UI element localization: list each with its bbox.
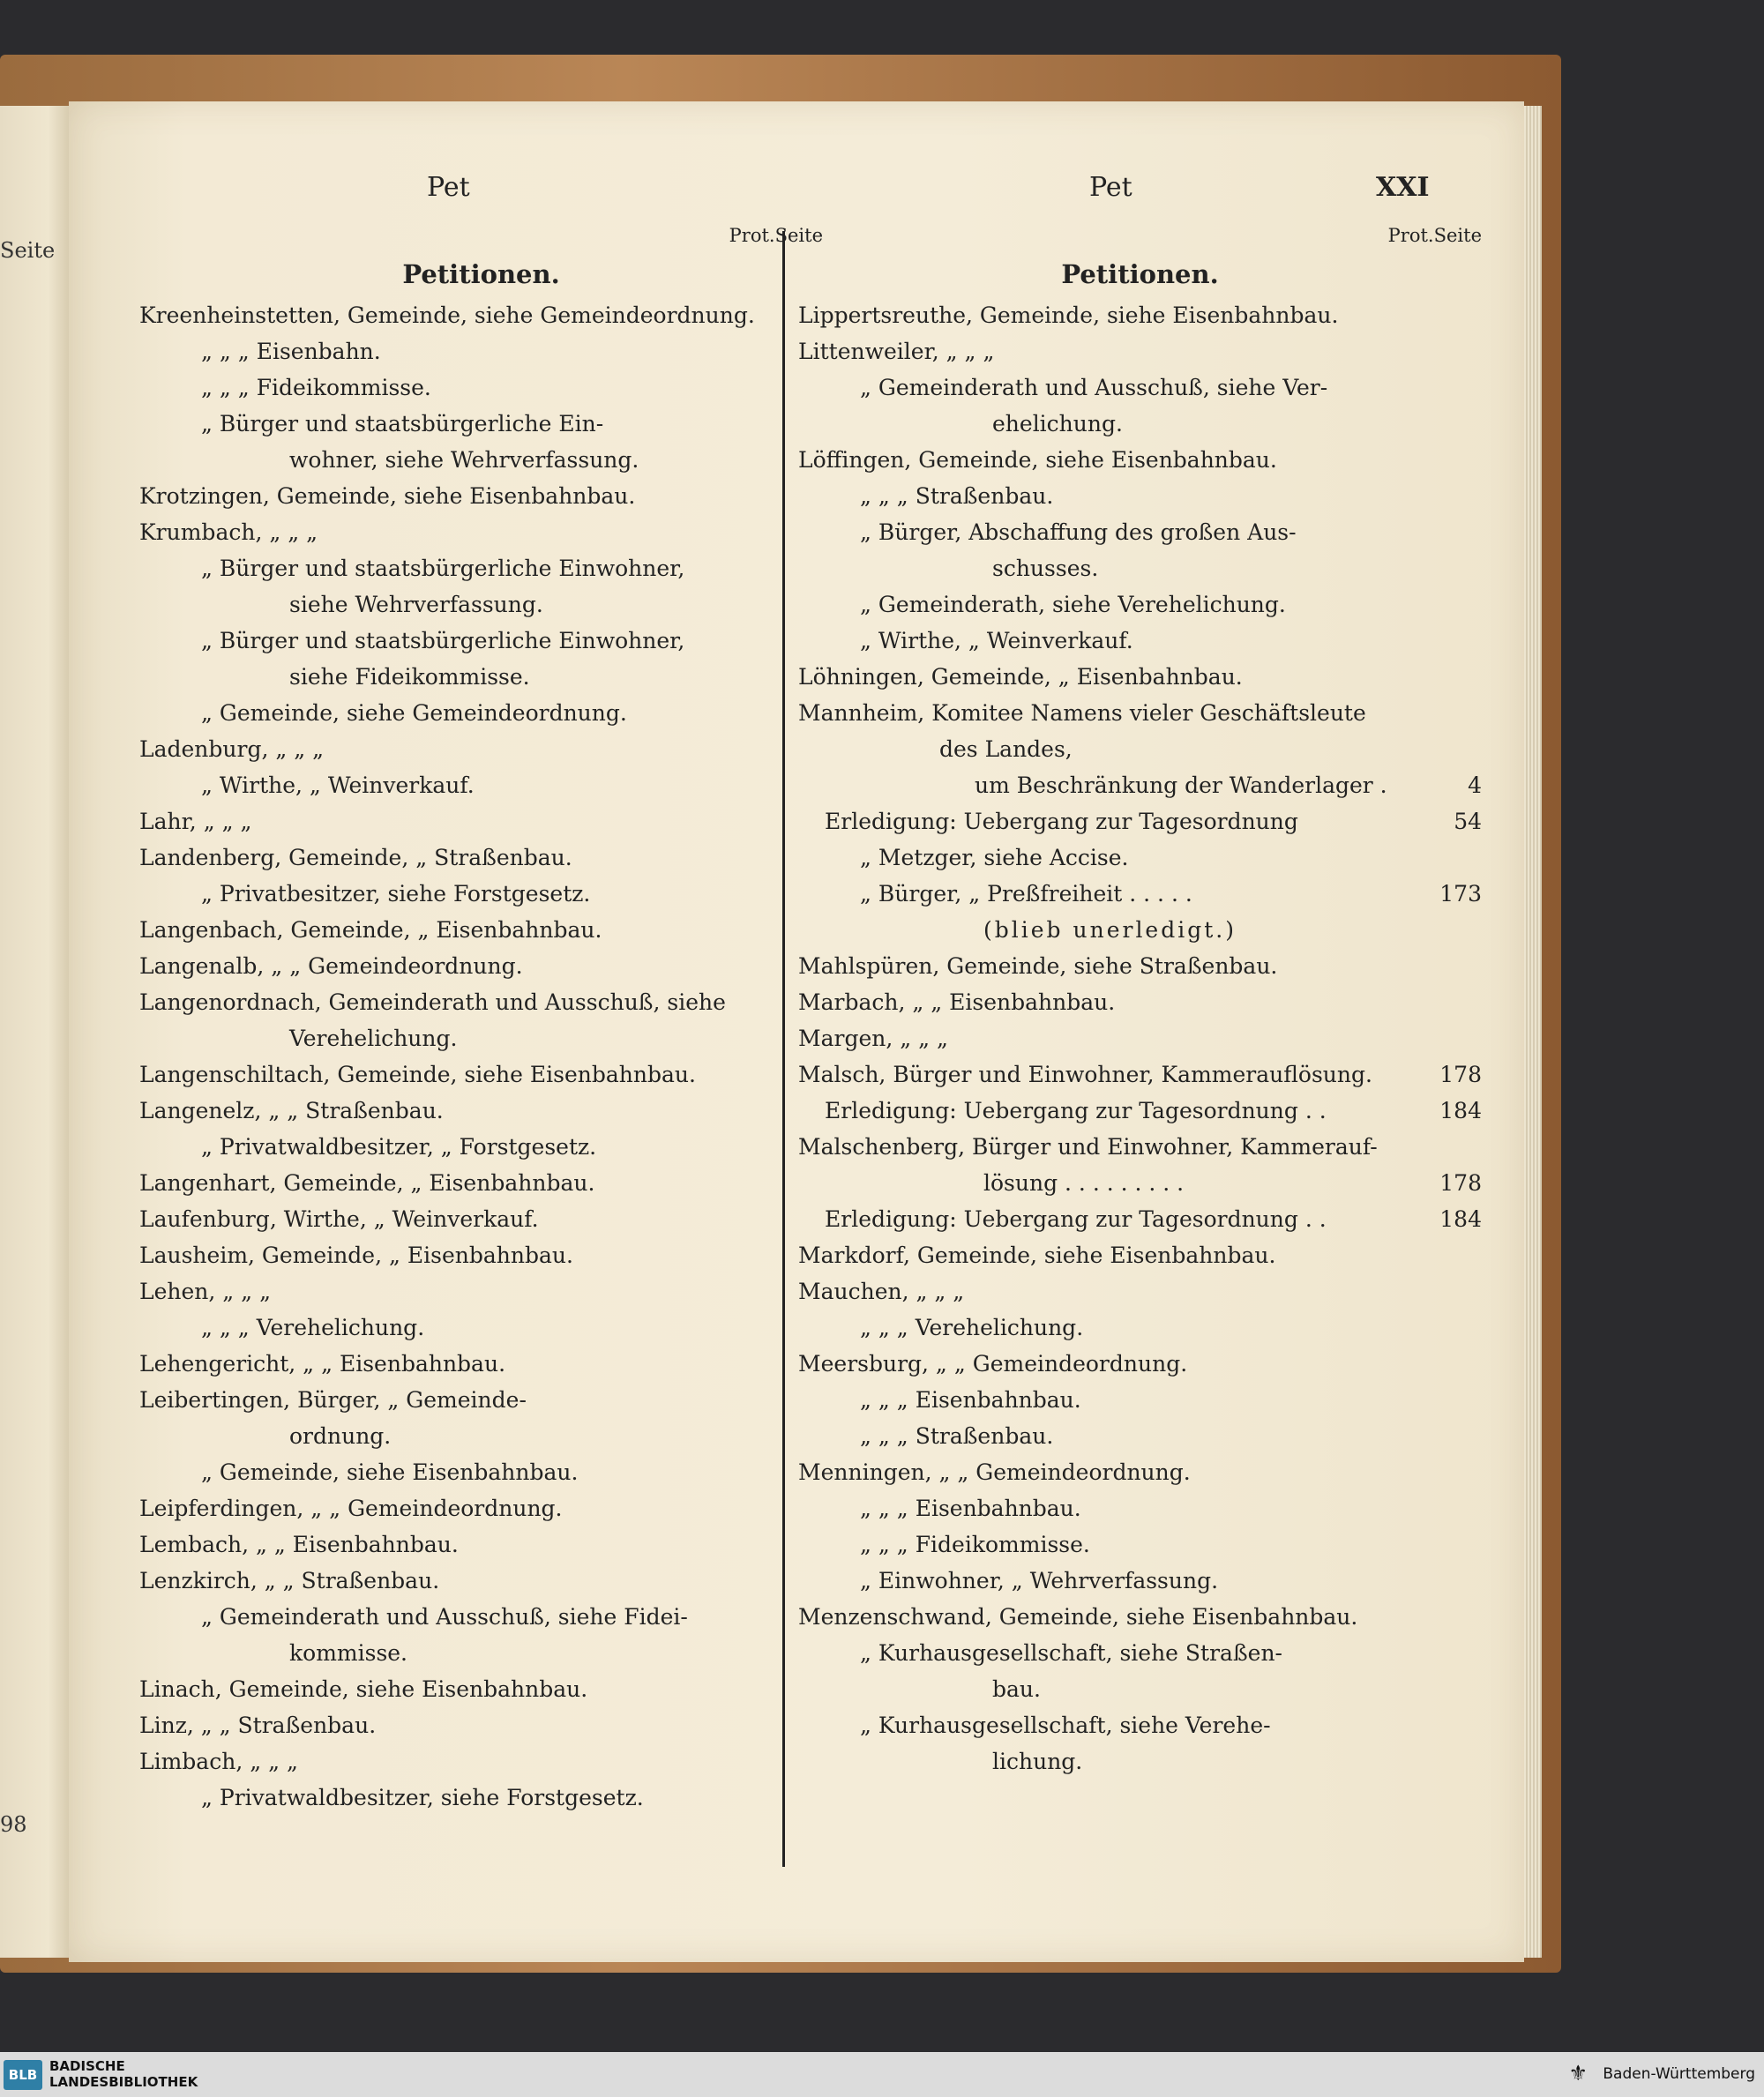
entry-text: „ Gemeinderath und Ausschuß, siehe Ver- <box>860 375 1328 400</box>
blb-logo: BLB <box>4 2060 42 2090</box>
prev-page-seite: Seite <box>0 238 56 263</box>
right-column <box>798 225 1482 1780</box>
list-item <box>798 1418 1482 1454</box>
list-item <box>139 876 823 912</box>
list-item <box>798 1346 1482 1382</box>
list-item <box>798 1599 1482 1635</box>
list-item <box>139 369 823 406</box>
list-item <box>798 1201 1482 1237</box>
entry-text: „ Gemeinderath, siehe Verehelichung. <box>860 592 1286 617</box>
entry-text: „ Einwohner, „ Wehrverfassung. <box>860 1568 1219 1593</box>
list-item <box>139 1780 823 1816</box>
list-item <box>139 1454 823 1490</box>
entry-text: Krumbach, „ „ „ <box>139 519 318 545</box>
list-item <box>139 406 823 442</box>
list-item <box>798 731 1482 767</box>
page-ref: 184 <box>1439 1206 1482 1232</box>
list-item <box>798 478 1482 514</box>
list-item <box>798 1671 1482 1707</box>
list-item <box>139 297 823 333</box>
list-item <box>798 948 1482 984</box>
entry-text: Linz, „ „ Straßenbau. <box>139 1713 377 1738</box>
entry-text: kommisse. <box>289 1640 408 1666</box>
entry-text: „ „ „ Fideikommisse. <box>860 1532 1090 1557</box>
entry-text: „ „ „ Eisenbahnbau. <box>860 1387 1081 1413</box>
entry-text: um Beschränkung der Wanderlager . <box>975 772 1387 798</box>
entry-text: Lehengericht, „ „ Eisenbahnbau. <box>139 1351 506 1377</box>
entry-text: siehe Fideikommisse. <box>289 664 530 690</box>
left-column <box>139 225 823 1816</box>
page-ref: 178 <box>1439 1062 1482 1087</box>
entry-text: Langenelz, „ „ Straßenbau. <box>139 1098 444 1123</box>
list-item <box>798 1237 1482 1273</box>
list-item <box>798 912 1482 948</box>
previous-page <box>0 106 69 1958</box>
entry-text: Malsch, Bürger und Einwohner, Kammerauflösung. <box>798 1062 1372 1087</box>
entry-text: Meersburg, „ „ Gemeindeordnung. <box>798 1351 1188 1377</box>
list-item <box>798 297 1482 333</box>
list-item <box>798 333 1482 369</box>
entry-text: wohner, siehe Wehrverfassung. <box>289 447 639 473</box>
list-item <box>798 406 1482 442</box>
list-item <box>139 514 823 550</box>
entry-text: Lahr, „ „ „ <box>139 809 252 834</box>
list-item <box>139 1490 823 1526</box>
entry-text: „ Bürger und staatsbürgerliche Einwohner, <box>201 556 685 581</box>
list-item <box>798 586 1482 623</box>
list-item <box>798 1743 1482 1780</box>
entry-text: „ Gemeinderath und Ausschuß, siehe Fidei- <box>201 1604 688 1630</box>
library-name <box>49 2058 198 2090</box>
list-item <box>798 623 1482 659</box>
entry-text: „ Privatbesitzer, siehe Forstgesetz. <box>201 881 591 907</box>
entry-text: Margen, „ „ „ <box>798 1026 948 1051</box>
running-head-left: Pet <box>427 172 470 203</box>
list-item <box>798 1165 1482 1201</box>
list-item <box>139 1310 823 1346</box>
page-ref: 54 <box>1454 809 1482 834</box>
list-item <box>798 1093 1482 1129</box>
prev-page-number: 98 <box>0 1812 27 1837</box>
list-item <box>798 840 1482 876</box>
entry-text: Langenalb, „ „ Gemeindeordnung. <box>139 953 523 979</box>
list-item <box>139 478 823 514</box>
entry-text: Mahlspüren, Gemeinde, siehe Straßenbau. <box>798 953 1278 979</box>
page-number: XXI <box>1376 172 1430 203</box>
list-item <box>798 1707 1482 1743</box>
list-item <box>139 1346 823 1382</box>
entry-text: „ „ „ Eisenbahnbau. <box>860 1496 1081 1521</box>
entry-text: Linach, Gemeinde, siehe Eisenbahnbau. <box>139 1676 588 1702</box>
list-item <box>798 442 1482 478</box>
list-item <box>139 767 823 803</box>
entry-text: Langenschiltach, Gemeinde, siehe Eisenbahnbau. <box>139 1062 696 1087</box>
entry-text: „ Bürger und staatsbürgerliche Ein- <box>201 411 604 437</box>
list-item <box>139 1563 823 1599</box>
entry-text: Menningen, „ „ Gemeindeordnung. <box>798 1459 1191 1485</box>
entry-text: Langenordnach, Gemeinderath und Ausschuß, siehe <box>139 989 726 1015</box>
list-item <box>139 550 823 586</box>
list-item <box>139 803 823 840</box>
list-item <box>798 369 1482 406</box>
list-item <box>139 1382 823 1418</box>
entry-text: Leibertingen, Bürger, „ Gemeinde- <box>139 1387 527 1413</box>
list-item <box>139 1201 823 1237</box>
page-ref: 184 <box>1439 1098 1482 1123</box>
list-item <box>798 767 1482 803</box>
entry-text: „ Wirthe, „ Weinverkauf. <box>201 772 475 798</box>
list-item <box>139 1671 823 1707</box>
entry-text: Limbach, „ „ „ <box>139 1749 298 1774</box>
entry-text: Markdorf, Gemeinde, siehe Eisenbahnbau. <box>798 1243 1276 1268</box>
entry-text: Kreenheinstetten, Gemeinde, siehe Gemeindeordnung. <box>139 302 755 328</box>
list-item <box>139 1707 823 1743</box>
entry-text: des Landes, <box>939 736 1073 762</box>
entry-text: Krotzingen, Gemeinde, siehe Eisenbahnbau. <box>139 483 636 509</box>
list-item <box>798 876 1482 912</box>
entry-text: „ Gemeinde, siehe Eisenbahnbau. <box>201 1459 579 1485</box>
entry-text: Erledigung: Uebergang zur Tagesordnung <box>825 809 1298 834</box>
entry-text: Lenzkirch, „ „ Straßenbau. <box>139 1568 440 1593</box>
entry-text: lösung . . . . . . . . . <box>983 1170 1185 1196</box>
entry-text: „ Bürger, Abschaffung des großen Aus- <box>860 519 1297 545</box>
entry-text: „ Privatwaldbesitzer, siehe Forstgesetz. <box>201 1785 644 1810</box>
list-item <box>139 1743 823 1780</box>
list-item <box>139 695 823 731</box>
prot-seite-label: Prot.Seite <box>729 225 823 246</box>
entry-text: Erledigung: Uebergang zur Tagesordnung . . <box>825 1098 1327 1123</box>
entry-text: Langenhart, Gemeinde, „ Eisenbahnbau. <box>139 1170 595 1196</box>
entry-text: Lehen, „ „ „ <box>139 1279 272 1304</box>
entry-text: „ Kurhausgesellschaft, siehe Verehe- <box>860 1713 1271 1738</box>
list-item <box>139 840 823 876</box>
library-name-line1: BADISCHE <box>49 2058 125 2074</box>
footer-bar <box>0 2052 1764 2097</box>
entry-text: lichung. <box>992 1749 1083 1774</box>
entry-text: „ „ „ Verehelichung. <box>201 1315 425 1340</box>
prot-seite-label: Prot.Seite <box>1387 225 1482 246</box>
list-item <box>798 1454 1482 1490</box>
entry-text: bau. <box>992 1676 1041 1702</box>
list-item <box>798 1490 1482 1526</box>
list-item <box>139 1237 823 1273</box>
list-item <box>798 659 1482 695</box>
entry-text: Mannheim, Komitee Namens vieler Geschäftsleute <box>798 700 1366 726</box>
list-item <box>139 1418 823 1454</box>
list-item <box>139 948 823 984</box>
right-entries <box>798 297 1482 1780</box>
list-item <box>139 586 823 623</box>
entry-text: „ Kurhausgesellschaft, siehe Straßen- <box>860 1640 1282 1666</box>
entry-text: Löffingen, Gemeinde, siehe Eisenbahnbau. <box>798 447 1277 473</box>
running-head-right: Pet <box>1089 172 1132 203</box>
entry-text: „ „ „ Straßenbau. <box>860 483 1054 509</box>
coat-of-arms-icon: ⚜ <box>1568 2061 1588 2086</box>
entry-text: Leipferdingen, „ „ Gemeindeordnung. <box>139 1496 563 1521</box>
list-item <box>798 1310 1482 1346</box>
list-item <box>139 623 823 659</box>
entry-text: ordnung. <box>289 1423 392 1449</box>
state-name: Baden-Württemberg <box>1603 2065 1755 2083</box>
entry-text: Laufenburg, Wirthe, „ Weinverkauf. <box>139 1206 539 1232</box>
entry-text: Landenberg, Gemeinde, „ Straßenbau. <box>139 845 572 870</box>
list-item <box>139 442 823 478</box>
list-item <box>798 1382 1482 1418</box>
list-item <box>139 1020 823 1056</box>
entry-text: Verehelichung. <box>289 1026 458 1051</box>
list-item <box>798 1129 1482 1165</box>
list-item <box>139 1635 823 1671</box>
list-item <box>139 1273 823 1310</box>
entry-text: Ladenburg, „ „ „ <box>139 736 325 762</box>
entry-text: „ „ „ Verehelichung. <box>860 1315 1084 1340</box>
page-edges <box>1524 106 1542 1958</box>
page-ref: 178 <box>1439 1170 1482 1196</box>
list-item <box>798 1635 1482 1671</box>
library-name-line2: LANDESBIBLIOTHEK <box>49 2074 198 2090</box>
list-item <box>139 912 823 948</box>
list-item <box>139 333 823 369</box>
entry-text: siehe Wehrverfassung. <box>289 592 543 617</box>
list-item <box>139 1093 823 1129</box>
entry-text: Lausheim, Gemeinde, „ Eisenbahnbau. <box>139 1243 573 1268</box>
list-item <box>798 514 1482 550</box>
entry-text: „ Wirthe, „ Weinverkauf. <box>860 628 1133 653</box>
list-item <box>798 695 1482 731</box>
entry-text: „ Privatwaldbesitzer, „ Forstgesetz. <box>201 1134 597 1160</box>
list-item <box>798 803 1482 840</box>
list-item <box>798 1526 1482 1563</box>
page-ref: 173 <box>1439 881 1482 907</box>
entry-text: „ Gemeinde, siehe Gemeindeordnung. <box>201 700 627 726</box>
list-item <box>139 1526 823 1563</box>
entry-text: Marbach, „ „ Eisenbahnbau. <box>798 989 1116 1015</box>
entry-text: „ Bürger, „ Preßfreiheit . . . . . <box>860 881 1192 907</box>
list-item <box>139 731 823 767</box>
section-heading: Petitionen. <box>402 259 560 289</box>
entry-text: Langenbach, Gemeinde, „ Eisenbahnbau. <box>139 917 602 943</box>
entry-text: Löhningen, Gemeinde, „ Eisenbahnbau. <box>798 664 1243 690</box>
entry-text: Malschenberg, Bürger und Einwohner, Kammerauf- <box>798 1134 1378 1160</box>
entry-text: „ „ „ Eisenbahn. <box>201 339 381 364</box>
entry-text: „ Metzger, siehe Accise. <box>860 845 1129 870</box>
list-item <box>798 1056 1482 1093</box>
entry-text: Erledigung: Uebergang zur Tagesordnung . . <box>825 1206 1327 1232</box>
list-item <box>139 1056 823 1093</box>
list-item <box>798 1563 1482 1599</box>
entry-text: Mauchen, „ „ „ <box>798 1279 965 1304</box>
list-item <box>139 659 823 695</box>
entry-text: Lippertsreuthe, Gemeinde, siehe Eisenbahnbau. <box>798 302 1339 328</box>
list-item <box>798 1273 1482 1310</box>
entry-text: ehelichung. <box>992 411 1123 437</box>
entry-text: „ Bürger und staatsbürgerliche Einwohner, <box>201 628 685 653</box>
section-heading: Petitionen. <box>1061 259 1219 289</box>
list-item <box>139 1165 823 1201</box>
list-item <box>798 1020 1482 1056</box>
list-item <box>139 1129 823 1165</box>
left-entries <box>139 297 823 1816</box>
list-item <box>798 984 1482 1020</box>
list-item <box>798 550 1482 586</box>
list-item <box>139 984 823 1020</box>
entry-text: (blieb unerledigt.) <box>983 917 1237 943</box>
entry-text: schusses. <box>992 556 1099 581</box>
page-ref: 4 <box>1468 772 1482 798</box>
entry-text: Menzenschwand, Gemeinde, siehe Eisenbahnbau. <box>798 1604 1358 1630</box>
entry-text: Littenweiler, „ „ „ <box>798 339 995 364</box>
entry-text: „ „ „ Straßenbau. <box>860 1423 1054 1449</box>
entry-text: Lembach, „ „ Eisenbahnbau. <box>139 1532 459 1557</box>
list-item <box>139 1599 823 1635</box>
entry-text: „ „ „ Fideikommisse. <box>201 375 431 400</box>
